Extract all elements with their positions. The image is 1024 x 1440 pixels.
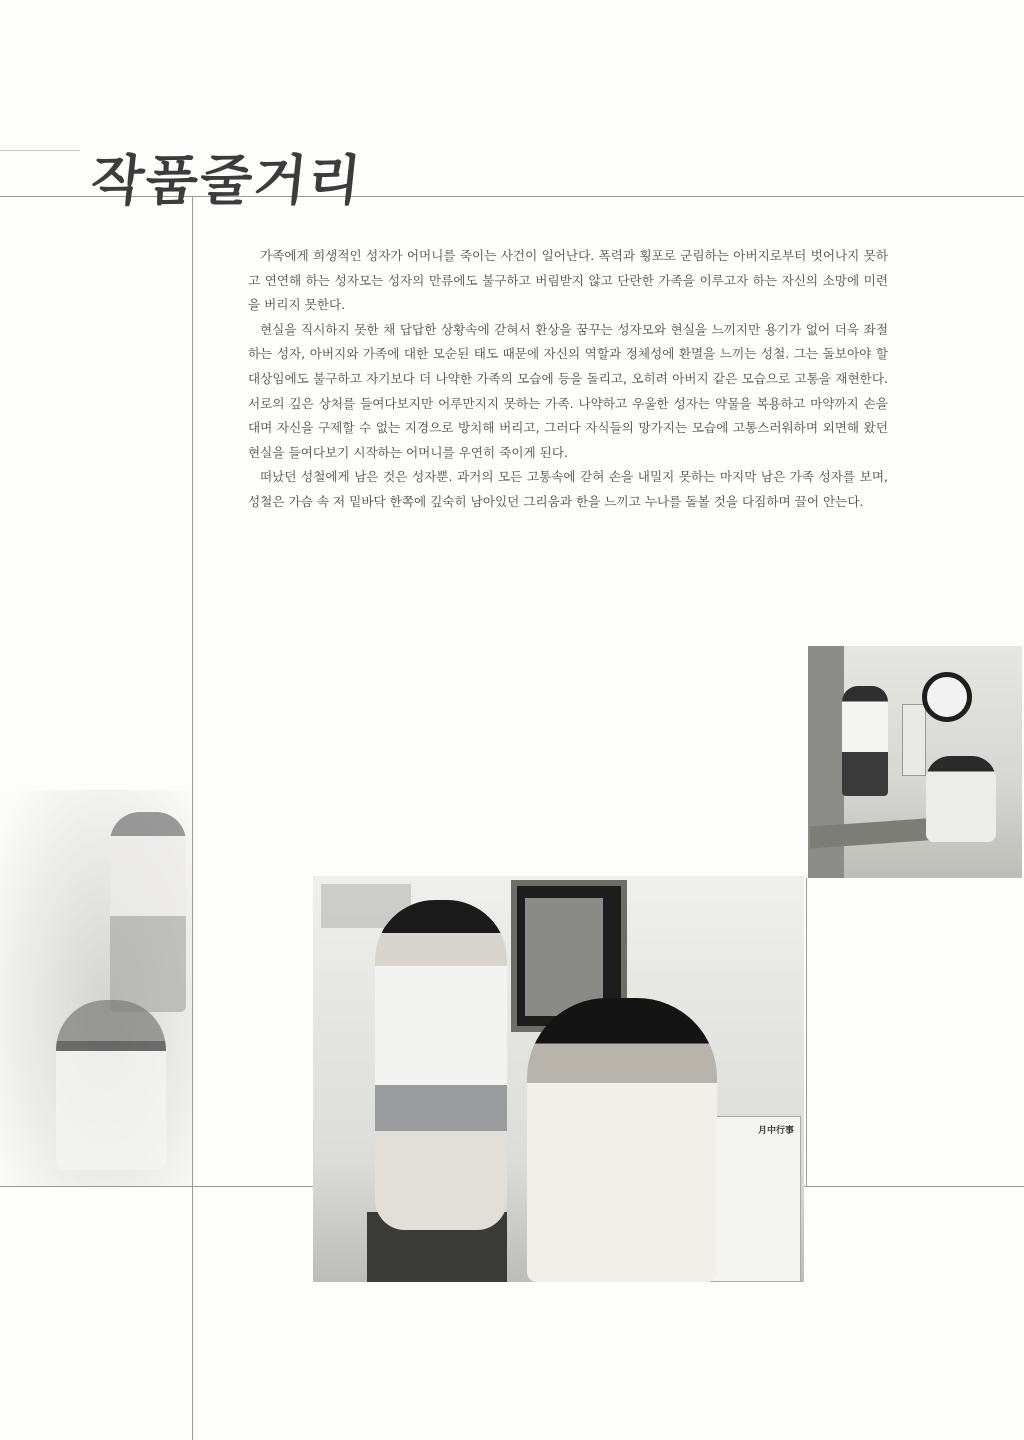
photo-scene-clock-room: [808, 646, 1022, 878]
photo-faded-standing-figure: [110, 812, 186, 1012]
header-rule-top: [0, 150, 80, 151]
paragraph-3: 떠났던 성철에게 남은 것은 성자뿐. 과거의 모든 고통속에 갇혀 손을 내밀지 못하는 마지막 남은 가족 성자를 보며, 성철은 가슴 속 저 밑바닥 한쪽에 깊숙히 남아있던 그리움과 한을 느끼고 누나를 돌볼 것을 다짐하며 끌어 안는다.: [248, 469, 888, 509]
photo-kneeling-man: [527, 998, 717, 1282]
clock-icon: [922, 672, 972, 722]
photo-faded-figures: [0, 790, 192, 1186]
right-photo-rule: [806, 878, 807, 1186]
photo-doorway-inner: [525, 898, 603, 1016]
left-column-rule: [192, 196, 193, 1440]
board-label: 月中行事: [757, 1126, 794, 1136]
paragraph-1: 가족에게 희생적인 성자가 어머니를 죽이는 사건이 일어난다. 폭력과 횡포로 군림하는 아버지로부터 벗어나지 못하고 연연해 하는 성자모는 성자의 만류에도 불구하고 버림받지 않고 단란한 가족을 이루고자 하는 자신의 소망에 미련을 버리지 못한다.: [248, 248, 888, 313]
page-title: 작품줄거리: [88, 148, 366, 212]
photo-faded-seated-figure: [56, 1000, 166, 1170]
photo-scene-siblings: [313, 876, 804, 1282]
photo-crouching-figure: [926, 756, 996, 842]
photo-standing-figure: [842, 686, 888, 796]
photo-water-cooler: [902, 704, 926, 776]
synopsis-text: [248, 244, 888, 515]
photo-seated-woman: [375, 900, 507, 1230]
paragraph-2: 현실을 직시하지 못한 채 답답한 상황속에 갇혀서 환상을 꿈꾸는 성자모와 현실을 느끼지만 용기가 없어 더욱 좌절하는 성자, 아버지와 가족에 대한 모순된 태도 때문에 자신의 역할과 정체성에 환멸을 느끼는 성철. 그는 돌보아야 할 대상임에도 불구하고 자기보다 더 나약한 가족의 모습에 등을 돌리고, 오히려 아버지 같은 모습으로 고통을 재현한다. 서로의 깊은 상처를 들여다보지만 어루만지지 못하는 가족. 나약하고 우울한 성자는 약물을 복용하고 마약까지 손을 대며 자신을 구제할 수 없는 지경으로 방치해 버리고, 그러다 자식들의 망가지는 모습에 고통스러워하며 외면해 왔던 현실을 들여다보기 시작하는 어머니를 우연히 죽이게 된다.: [248, 321, 888, 460]
